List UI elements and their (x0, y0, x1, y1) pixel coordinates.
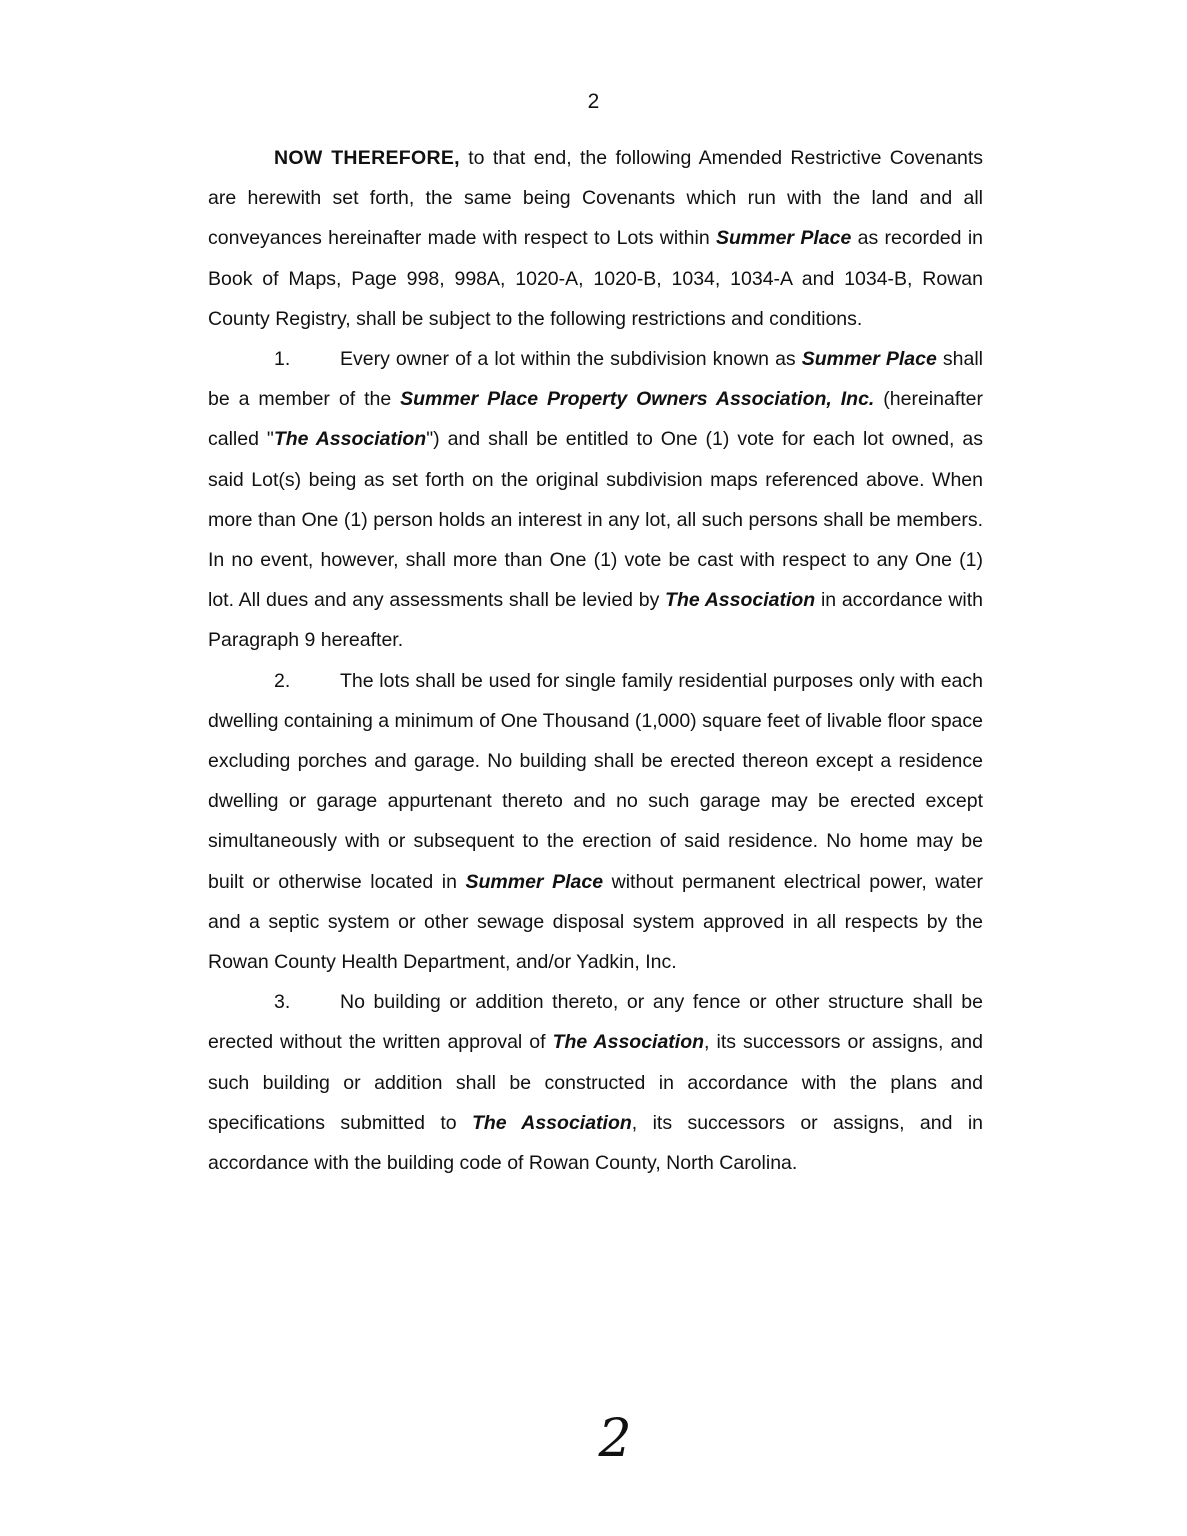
paragraph-1-text-4: ") and shall be entitled to One (1) vote for each lot owned, as said Lot(s) being as set forth on the original subdivision maps referenced above. When more than One (1) person holds an interest in any lot, all such persons shall be members. In no event, however, shall more than One (1) vote be cast with respect to any One (1) lot. All dues and any assessments shall be levied by (208, 428, 983, 612)
paragraph-2-number: 2. (274, 669, 291, 692)
paragraph-2 (208, 661, 983, 983)
paragraph-1-text-3: (hereinafter called " (208, 388, 984, 451)
paragraph-1-number: 1. (274, 348, 291, 371)
subdivision-name: Summer Place (465, 870, 604, 893)
paragraph-3 (208, 982, 983, 1183)
paragraph-2-text-2: without permanent electrical power, water and a septic system or other sewage disposal system approved in all respects by the Rowan County Health Department, and/or Yadkin, Inc. (208, 870, 983, 974)
paragraph-3-number: 3. (274, 991, 291, 1014)
paragraph-3-text-1: No building or addition thereto, or any fence or other structure shall be erected without the written approval of (208, 991, 983, 1054)
paragraph-3-text-3: , its successors or assigns, and in accordance with the building code of Rowan County, North Carolina. (208, 1111, 983, 1175)
intro-text-1: to that end, the following Amended Restrictive Covenants are herewith set forth, the same being Covenants which run with the land and all conveyances hereinafter made with respect to Lots within (208, 147, 983, 250)
page-number: 2 (587, 90, 600, 113)
document-body (208, 138, 983, 1183)
paragraph-1-text-5: in accordance with Paragraph 9 hereafter. (208, 589, 984, 652)
subdivision-name: Summer Place (715, 227, 852, 250)
intro-lead: NOW THEREFORE, (274, 147, 460, 169)
association-short-name: The Association (273, 428, 427, 451)
paragraph-1-text-2: shall be a member of the (208, 348, 984, 411)
intro-text-2: as recorded in Book of Maps, Page 998, 998A, 1020-A, 1020-B, 1034, 1034-A and 1034-B, Rowan County Registry, shall be subject to the following restrictions and conditions. (208, 227, 983, 330)
subdivision-name: Summer Place (801, 348, 937, 371)
association-reference: The Association (665, 589, 816, 612)
paragraph-2-text-1: The lots shall be used for single family residential purposes only with each dwelling containing a minimum of One Thousand (1,000) square feet of livable floor space excluding porches and garage. No building shall be erected thereon except a residence dwelling or garage appurtenant thereto and no such garage may be erected except simultaneously with or subsequent to the erection of said residence. No home may be built or otherwise located in (208, 669, 983, 893)
paragraph-1 (208, 339, 983, 661)
handwritten-page-mark-text: 2 (598, 1410, 632, 1469)
paragraph-1-text-1: Every owner of a lot within the subdivision known as (340, 348, 802, 371)
handwritten-page-mark (575, 1410, 655, 1470)
association-reference: The Association (552, 1031, 705, 1054)
intro-paragraph (208, 138, 983, 339)
association-full-name: Summer Place Property Owners Association, Inc. (400, 388, 875, 411)
paragraph-3-text-2: , its successors or assigns, and such building or addition shall be constructed in accordance with the plans and specifications submitted to (208, 1031, 983, 1134)
association-reference: The Association (471, 1111, 632, 1134)
